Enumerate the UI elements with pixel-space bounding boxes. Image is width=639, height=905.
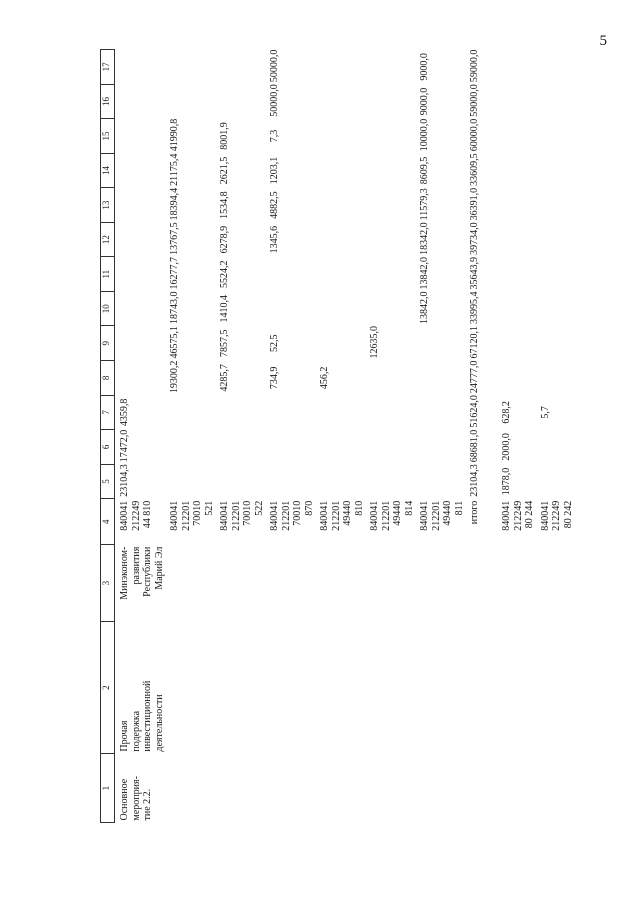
value-cell: 1345,6 bbox=[269, 225, 280, 254]
empty-cell bbox=[367, 754, 417, 823]
value-cell bbox=[167, 395, 217, 430]
header-cell: 6 bbox=[101, 430, 115, 465]
empty-cell bbox=[267, 622, 317, 754]
row-label-col2-line: подержка bbox=[130, 710, 142, 752]
value-cell: 4359,8 bbox=[119, 398, 130, 427]
value-cell bbox=[115, 326, 168, 361]
empty-cell bbox=[467, 545, 499, 622]
row-label-col3-line: Республики bbox=[142, 546, 153, 597]
value-cell bbox=[115, 119, 168, 154]
total-value-cell: 59000,0 bbox=[469, 84, 480, 117]
row-label-col3 bbox=[115, 545, 168, 622]
budget-code-line: 840041 bbox=[219, 500, 230, 531]
total-value-cell: 39734,0 bbox=[469, 222, 480, 255]
value-cell: 5524,2 bbox=[219, 260, 230, 288]
row-label-col2 bbox=[115, 622, 168, 754]
value-cell bbox=[267, 291, 317, 326]
budget-code-line: 70010 bbox=[292, 500, 303, 526]
budget-code bbox=[217, 499, 267, 545]
header-cell: 15 bbox=[101, 119, 115, 154]
value-cell bbox=[417, 326, 467, 361]
budget-code bbox=[538, 499, 577, 545]
budget-code-line: 840041 bbox=[419, 500, 430, 531]
value-cell: 2621,5 bbox=[219, 156, 230, 185]
header-cell: 16 bbox=[101, 84, 115, 119]
table-row bbox=[115, 50, 168, 823]
value-cell bbox=[317, 222, 367, 257]
value-cell: 18743,0 bbox=[169, 291, 180, 324]
value-cell: 734,9 bbox=[269, 366, 280, 390]
budget-code-line: 840041 bbox=[169, 500, 180, 531]
value-cell: 1203,1 bbox=[269, 156, 280, 185]
value-cell bbox=[217, 84, 267, 119]
table-row bbox=[267, 50, 317, 823]
value-cell: 41990,8 bbox=[169, 118, 180, 152]
total-value-cell: 51624,0 bbox=[469, 395, 480, 428]
table-row bbox=[499, 50, 538, 823]
value-cell bbox=[538, 326, 577, 361]
value-cell bbox=[538, 464, 577, 499]
budget-code-line: 521 bbox=[203, 500, 215, 516]
empty-cell bbox=[499, 754, 538, 823]
empty-cell bbox=[538, 545, 577, 622]
budget-code-line: 212201 bbox=[430, 500, 442, 531]
table-row bbox=[538, 50, 577, 823]
value-cell bbox=[317, 464, 367, 499]
budget-code bbox=[317, 499, 367, 545]
empty-cell bbox=[317, 545, 367, 622]
budget-code-line: 212249 bbox=[512, 500, 524, 531]
header-cell: 12 bbox=[101, 222, 115, 257]
value-cell bbox=[267, 464, 317, 499]
value-cell: 9000,0 bbox=[419, 53, 430, 81]
value-cell bbox=[167, 430, 217, 465]
value-cell: 628,2 bbox=[501, 401, 512, 424]
budget-code-line: 80 244 bbox=[524, 500, 535, 529]
header-cell: 5 bbox=[101, 464, 115, 499]
budget-code-line: 522 bbox=[253, 500, 265, 516]
header-cell: 11 bbox=[101, 257, 115, 292]
empty-cell bbox=[538, 754, 577, 823]
value-cell: 18394,4 bbox=[169, 187, 180, 221]
value-cell bbox=[367, 291, 417, 326]
empty-cell bbox=[217, 622, 267, 754]
value-cell bbox=[538, 84, 577, 119]
value-cell: 1878,0 bbox=[501, 467, 512, 496]
value-cell bbox=[499, 326, 538, 361]
budget-code-line: 49440 bbox=[392, 500, 403, 526]
value-cell: 1534,8 bbox=[219, 191, 230, 219]
rotated-table-page bbox=[100, 49, 574, 823]
value-cell bbox=[538, 188, 577, 223]
value-cell: 4285,7 bbox=[219, 364, 230, 392]
empty-cell bbox=[317, 754, 367, 823]
header-cell: 17 bbox=[101, 50, 115, 85]
row-label-col1-line: тие 2.2. bbox=[142, 788, 153, 821]
budget-code-line: 840041 bbox=[369, 500, 380, 531]
value-cell bbox=[367, 50, 417, 85]
empty-cell bbox=[417, 545, 467, 622]
value-cell bbox=[499, 119, 538, 154]
header-cell: 1 bbox=[101, 754, 115, 823]
value-cell: 50000,0 bbox=[269, 84, 280, 117]
value-cell: 16277,7 bbox=[169, 256, 180, 290]
empty-cell bbox=[167, 622, 217, 754]
value-cell bbox=[167, 84, 217, 119]
value-cell: 2000,0 bbox=[501, 433, 512, 461]
empty-cell bbox=[467, 622, 499, 754]
value-cell bbox=[115, 257, 168, 292]
value-cell: 23104,3 bbox=[119, 464, 130, 497]
budget-code-line: 212201 bbox=[230, 500, 242, 531]
row-label-col3-line: Марий Эл bbox=[153, 546, 165, 590]
value-cell bbox=[367, 153, 417, 188]
budget-code bbox=[499, 499, 538, 545]
header-cell: 7 bbox=[101, 395, 115, 430]
budget-code-line: 49440 bbox=[342, 500, 353, 526]
total-label: итого bbox=[469, 500, 480, 525]
value-cell bbox=[367, 119, 417, 154]
total-row bbox=[467, 50, 499, 823]
empty-cell bbox=[417, 622, 467, 754]
total-value-cell: 35643,9 bbox=[469, 256, 480, 290]
value-cell: 12635,0 bbox=[369, 326, 380, 359]
row-label-col2-line: инвестиционной bbox=[142, 680, 153, 752]
value-cell bbox=[499, 257, 538, 292]
value-cell: 7857,5 bbox=[219, 329, 230, 358]
budget-code-line: 840041 bbox=[319, 500, 330, 531]
value-cell bbox=[538, 153, 577, 188]
value-cell bbox=[317, 326, 367, 361]
value-cell bbox=[538, 257, 577, 292]
value-cell bbox=[115, 361, 168, 396]
value-cell bbox=[538, 119, 577, 154]
total-value-cell: 36391,0 bbox=[469, 187, 480, 221]
total-value-cell: 33609,5 bbox=[469, 153, 480, 186]
row-label-col2-line: Прочая bbox=[119, 720, 130, 752]
value-cell bbox=[217, 50, 267, 85]
value-cell: 46575,1 bbox=[169, 326, 180, 359]
value-cell: 8001,9 bbox=[219, 122, 230, 150]
total-value-cell: 59000,0 bbox=[469, 49, 480, 83]
value-cell bbox=[538, 50, 577, 85]
value-cell bbox=[115, 84, 168, 119]
header-cell: 14 bbox=[101, 153, 115, 188]
budget-code-line: 840041 bbox=[501, 500, 512, 531]
value-cell: 456,2 bbox=[319, 366, 330, 390]
header-cell: 3 bbox=[101, 545, 115, 622]
value-cell bbox=[317, 395, 367, 430]
value-cell bbox=[115, 50, 168, 85]
total-value-cell: 33995,4 bbox=[469, 291, 480, 324]
row-label-col1 bbox=[115, 754, 168, 823]
value-cell bbox=[538, 222, 577, 257]
budget-code bbox=[167, 499, 217, 545]
empty-cell bbox=[499, 622, 538, 754]
total-value-cell: 23104,3 bbox=[469, 464, 480, 497]
value-cell bbox=[317, 50, 367, 85]
value-cell bbox=[317, 430, 367, 465]
budget-code-line: 212249 bbox=[551, 500, 562, 531]
budget-code-line: 811 bbox=[453, 500, 465, 516]
value-cell bbox=[115, 153, 168, 188]
total-value-cell: 24777,0 bbox=[469, 360, 480, 394]
value-cell bbox=[167, 50, 217, 85]
value-cell bbox=[317, 188, 367, 223]
page-number: 5 bbox=[599, 33, 607, 49]
budget-code-line: 70010 bbox=[192, 500, 203, 526]
budget-code-line: 70010 bbox=[242, 500, 253, 526]
row-label-col1-line: мероприя- bbox=[130, 776, 142, 821]
table-row bbox=[367, 50, 417, 823]
value-cell bbox=[317, 153, 367, 188]
budget-code-line: 212249 bbox=[130, 500, 142, 531]
value-cell bbox=[267, 257, 317, 292]
value-cell bbox=[317, 84, 367, 119]
table-row bbox=[217, 50, 267, 823]
value-cell bbox=[217, 430, 267, 465]
value-cell bbox=[115, 222, 168, 257]
value-cell bbox=[367, 257, 417, 292]
row-label-col3-line: развития bbox=[130, 546, 142, 585]
value-cell: 17472,0 bbox=[119, 429, 130, 463]
value-cell: 10000,0 bbox=[419, 118, 430, 152]
budget-code-line: 840041 bbox=[119, 500, 130, 531]
value-cell bbox=[538, 291, 577, 326]
value-cell bbox=[499, 188, 538, 223]
table-row bbox=[417, 50, 467, 823]
table-row bbox=[167, 50, 217, 823]
value-cell: 13842,0 bbox=[419, 256, 430, 290]
value-cell bbox=[417, 430, 467, 465]
header-cell: 4 bbox=[101, 499, 115, 545]
value-cell: 1410,4 bbox=[219, 294, 230, 323]
budget-code-line: 212201 bbox=[180, 500, 192, 531]
value-cell bbox=[538, 361, 577, 396]
value-cell bbox=[367, 84, 417, 119]
value-cell bbox=[367, 395, 417, 430]
value-cell: 5,7 bbox=[539, 406, 551, 419]
empty-cell bbox=[499, 545, 538, 622]
budget-code bbox=[115, 499, 168, 545]
empty-cell bbox=[417, 754, 467, 823]
value-cell bbox=[417, 361, 467, 396]
row-label-col1-line: Основное bbox=[119, 778, 130, 821]
budget-code-line: 44 810 bbox=[142, 500, 153, 529]
value-cell bbox=[499, 153, 538, 188]
empty-cell bbox=[367, 545, 417, 622]
value-cell bbox=[367, 464, 417, 499]
value-cell: 4882,5 bbox=[269, 191, 280, 219]
value-cell: 11579,3 bbox=[419, 188, 430, 221]
empty-cell bbox=[538, 622, 577, 754]
budget-code-line: 49440 bbox=[442, 500, 453, 526]
value-cell bbox=[115, 188, 168, 223]
value-cell: 21175,4 bbox=[169, 153, 180, 186]
value-cell: 9000,0 bbox=[419, 87, 430, 116]
empty-cell bbox=[217, 754, 267, 823]
value-cell bbox=[115, 291, 168, 326]
empty-cell bbox=[267, 545, 317, 622]
value-cell bbox=[538, 430, 577, 465]
empty-cell bbox=[367, 622, 417, 754]
budget-code bbox=[267, 499, 317, 545]
table-row bbox=[317, 50, 367, 823]
total-value-cell: 60000,0 bbox=[469, 118, 480, 152]
value-cell bbox=[217, 395, 267, 430]
value-cell bbox=[317, 257, 367, 292]
header-cell: 9 bbox=[101, 326, 115, 361]
value-cell: 50000,0 bbox=[269, 49, 280, 83]
total-value-cell: 68681,0 bbox=[469, 429, 480, 463]
value-cell: 52,5 bbox=[269, 334, 280, 353]
value-cell bbox=[217, 464, 267, 499]
budget-code-line: 840041 bbox=[269, 500, 280, 531]
value-cell bbox=[267, 430, 317, 465]
value-cell bbox=[499, 84, 538, 119]
value-cell: 8609,5 bbox=[419, 156, 430, 185]
budget-code-line: 814 bbox=[403, 500, 415, 516]
empty-cell bbox=[167, 545, 217, 622]
value-cell bbox=[499, 222, 538, 257]
budget-code-line: 212201 bbox=[280, 500, 292, 531]
value-cell bbox=[417, 464, 467, 499]
empty-cell bbox=[317, 622, 367, 754]
value-cell bbox=[499, 291, 538, 326]
value-cell bbox=[367, 430, 417, 465]
value-cell: 18342,0 bbox=[419, 222, 430, 255]
total-value-cell: 67120,1 bbox=[469, 326, 480, 359]
budget-code-line: 810 bbox=[353, 500, 365, 516]
empty-cell bbox=[267, 754, 317, 823]
header-cell: 13 bbox=[101, 188, 115, 223]
budget-code-line: 870 bbox=[303, 500, 315, 516]
value-cell bbox=[417, 395, 467, 430]
value-cell: 13842,0 bbox=[419, 291, 430, 324]
budget-code bbox=[417, 499, 467, 545]
value-cell bbox=[367, 188, 417, 223]
value-cell: 7,3 bbox=[269, 129, 280, 143]
value-cell bbox=[267, 395, 317, 430]
row-label-col2-line: деятельности bbox=[153, 694, 165, 752]
value-cell: 19300,2 bbox=[169, 360, 180, 394]
header-row bbox=[101, 50, 115, 823]
header-cell: 2 bbox=[101, 622, 115, 754]
value-cell bbox=[367, 222, 417, 257]
header-cell: 10 bbox=[101, 291, 115, 326]
row-label-col3-line: Минэконом- bbox=[119, 546, 130, 600]
value-cell bbox=[317, 119, 367, 154]
value-cell bbox=[317, 291, 367, 326]
value-cell bbox=[367, 361, 417, 396]
budget-code-line: 840041 bbox=[539, 500, 551, 531]
empty-cell bbox=[467, 754, 499, 823]
value-cell: 13767,5 bbox=[169, 222, 180, 255]
empty-cell bbox=[217, 545, 267, 622]
budget-code-line: 212201 bbox=[330, 500, 342, 531]
value-cell bbox=[167, 464, 217, 499]
budget-code bbox=[367, 499, 417, 545]
budget-code-line: 212201 bbox=[380, 500, 392, 531]
empty-cell bbox=[167, 754, 217, 823]
value-cell: 6278,9 bbox=[219, 225, 230, 254]
value-cell bbox=[499, 361, 538, 396]
value-cell bbox=[499, 50, 538, 85]
header-cell: 8 bbox=[101, 361, 115, 396]
budget-table bbox=[100, 49, 576, 823]
budget-code-line: 80 242 bbox=[562, 500, 574, 529]
